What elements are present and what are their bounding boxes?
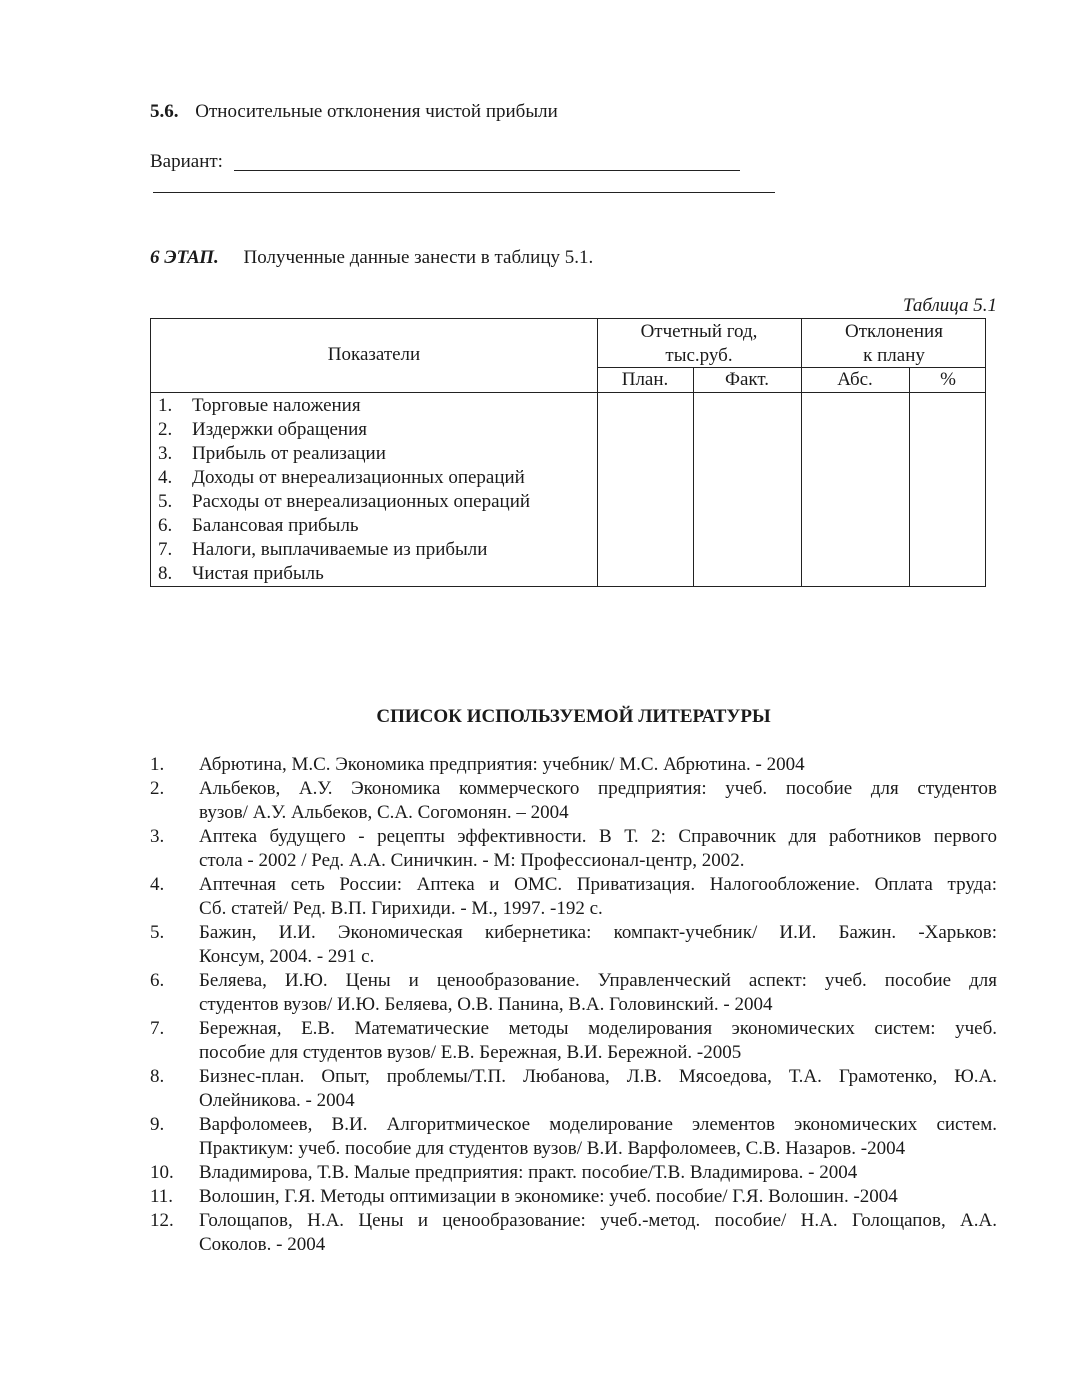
reference-text: Аптека будущего - рецепты эффективности. В Т. 2: Справочник для работников первого	[199, 826, 997, 847]
table-row	[158, 442, 386, 466]
header-indicators: Показатели	[327, 344, 421, 365]
section-number: 5.6.	[150, 101, 179, 122]
variant-answer-line[interactable]	[234, 170, 740, 171]
reference-text-cont: пособие для студентов вузов/ Е.В. Бережная, В.И. Бережной. -2005	[199, 1042, 742, 1063]
reference-text-cont: Соколов. - 2004	[199, 1234, 326, 1255]
reference-text: Владимирова, Т.В. Малые предприятия: практ. пособие/Т.В. Владимирова. - 2004	[199, 1162, 858, 1183]
row-label: Балансовая прибыль	[192, 515, 359, 536]
table-row	[158, 490, 530, 514]
stage6-label: 6 ЭТАП.	[150, 247, 219, 268]
table-row	[158, 418, 367, 442]
reference-number: 9.	[150, 1114, 165, 1135]
reference-text: Аптечная сеть России: Аптека и ОМС. Приватизация. Налогообложение. Оплата труда:	[199, 874, 997, 895]
subheader-abs: Абс.	[837, 369, 873, 390]
table-caption: Таблица 5.1	[903, 295, 997, 316]
variant-answer-line-2[interactable]	[153, 192, 775, 193]
section-title: Относительные отклонения чистой прибыли	[195, 101, 558, 122]
reference-text: Абрютина, М.С. Экономика предприятия: учебник/ М.С. Абрютина. - 2004	[199, 754, 805, 775]
row-number: 2.	[158, 419, 173, 440]
reference-text: Волошин, Г.Я. Методы оптимизации в экономике: учеб. пособие/ Г.Я. Волошин. -2004	[199, 1186, 898, 1207]
indicators-table	[150, 318, 986, 587]
row-number: 5.	[158, 491, 173, 512]
row-label: Торговые наложения	[192, 395, 361, 416]
reference-text: Варфоломеев, В.И. Алгоритмическое моделирование элементов экономических систем.	[199, 1114, 997, 1135]
table-row	[158, 538, 487, 562]
header-dev-line2: к плану	[863, 345, 925, 366]
reference-number: 3.	[150, 826, 165, 847]
row-number: 6.	[158, 515, 173, 536]
subheader-pct: %	[940, 369, 956, 390]
reference-number: 2.	[150, 778, 165, 799]
reference-text: Бажин, И.И. Экономическая кибернетика: компакт-учебник/ И.И. Бажин. -Харьков:	[199, 922, 997, 943]
table-divider	[909, 367, 910, 586]
literature-heading: СПИСОК ИСПОЛЬЗУЕМОЙ ЛИТЕРАТУРЫ	[376, 706, 771, 727]
reference-text: Альбеков, А.У. Экономика коммерческого предприятия: учеб. пособие для студентов	[199, 778, 997, 799]
reference-text-cont: стола - 2002 / Ред. А.А. Синичкин. - М: Профессионал-центр, 2002.	[199, 850, 745, 871]
reference-number: 5.	[150, 922, 165, 943]
reference-text: Беляева, И.Ю. Цены и ценообразование. Управленческий аспект: учеб. пособие для	[199, 970, 997, 991]
reference-text-cont: студентов вузов/ И.Ю. Беляева, О.В. Панина, В.А. Головинский. - 2004	[199, 994, 773, 1015]
table-divider	[693, 367, 694, 586]
variant-label: Вариант:	[150, 151, 223, 172]
subheader-fact: Факт.	[724, 369, 770, 390]
header-year-line2: тыс.руб.	[665, 345, 733, 366]
table-divider	[151, 392, 985, 393]
table-row	[158, 394, 361, 418]
stage6-line	[150, 246, 593, 270]
row-label: Издержки обращения	[192, 419, 367, 440]
row-number: 8.	[158, 563, 173, 584]
row-label: Прибыль от реализации	[192, 443, 386, 464]
table-row	[158, 562, 324, 586]
reference-text-cont: Олейникова. - 2004	[199, 1090, 355, 1111]
header-dev-line1: Отклонения	[845, 321, 943, 342]
reference-text-cont: вузов/ А.У. Альбеков, С.А. Согомонян. – 2004	[199, 802, 569, 823]
reference-text-cont: Консум, 2004. - 291 с.	[199, 946, 375, 967]
reference-number: 8.	[150, 1066, 165, 1087]
stage6-text: Полученные данные занести в таблицу 5.1.	[243, 247, 594, 268]
reference-text-cont: Практикум: учеб. пособие для студентов вузов/ В.И. Варфоломеев, С.В. Назаров. -2004	[199, 1138, 906, 1159]
row-label: Чистая прибыль	[192, 563, 324, 584]
reference-number: 6.	[150, 970, 165, 991]
row-number: 1.	[158, 395, 173, 416]
reference-number: 10.	[150, 1162, 174, 1183]
reference-number: 11.	[150, 1186, 174, 1207]
reference-number: 7.	[150, 1018, 165, 1039]
row-number: 7.	[158, 539, 173, 560]
row-label: Налоги, выплачиваемые из прибыли	[192, 539, 488, 560]
row-label: Расходы от внереализационных операций	[192, 491, 531, 512]
row-label: Доходы от внереализационных операций	[192, 467, 525, 488]
section-heading	[150, 100, 558, 124]
reference-text: Бережная, Е.В. Математические методы моделирования экономических систем: учеб.	[199, 1018, 997, 1039]
subheader-plan: План.	[621, 369, 669, 390]
reference-number: 12.	[150, 1210, 174, 1231]
reference-number: 4.	[150, 874, 165, 895]
header-year-line1: Отчетный год,	[640, 321, 758, 342]
row-number: 3.	[158, 443, 173, 464]
reference-text-cont: Сб. статей/ Ред. В.П. Гирихиди. - М., 1997. -192 с.	[199, 898, 603, 919]
row-number: 4.	[158, 467, 173, 488]
table-row	[158, 514, 359, 538]
reference-text: Бизнес-план. Опыт, проблемы/Т.П. Любанова, Л.В. Мясоедова, Т.А. Грамотенко, Ю.А.	[199, 1066, 997, 1087]
reference-number: 1.	[150, 754, 165, 775]
table-row	[158, 466, 525, 490]
reference-text: Голощапов, Н.А. Цены и ценообразование: учеб.-метод. пособие/ Н.А. Голощапов, А.А.	[199, 1210, 997, 1231]
